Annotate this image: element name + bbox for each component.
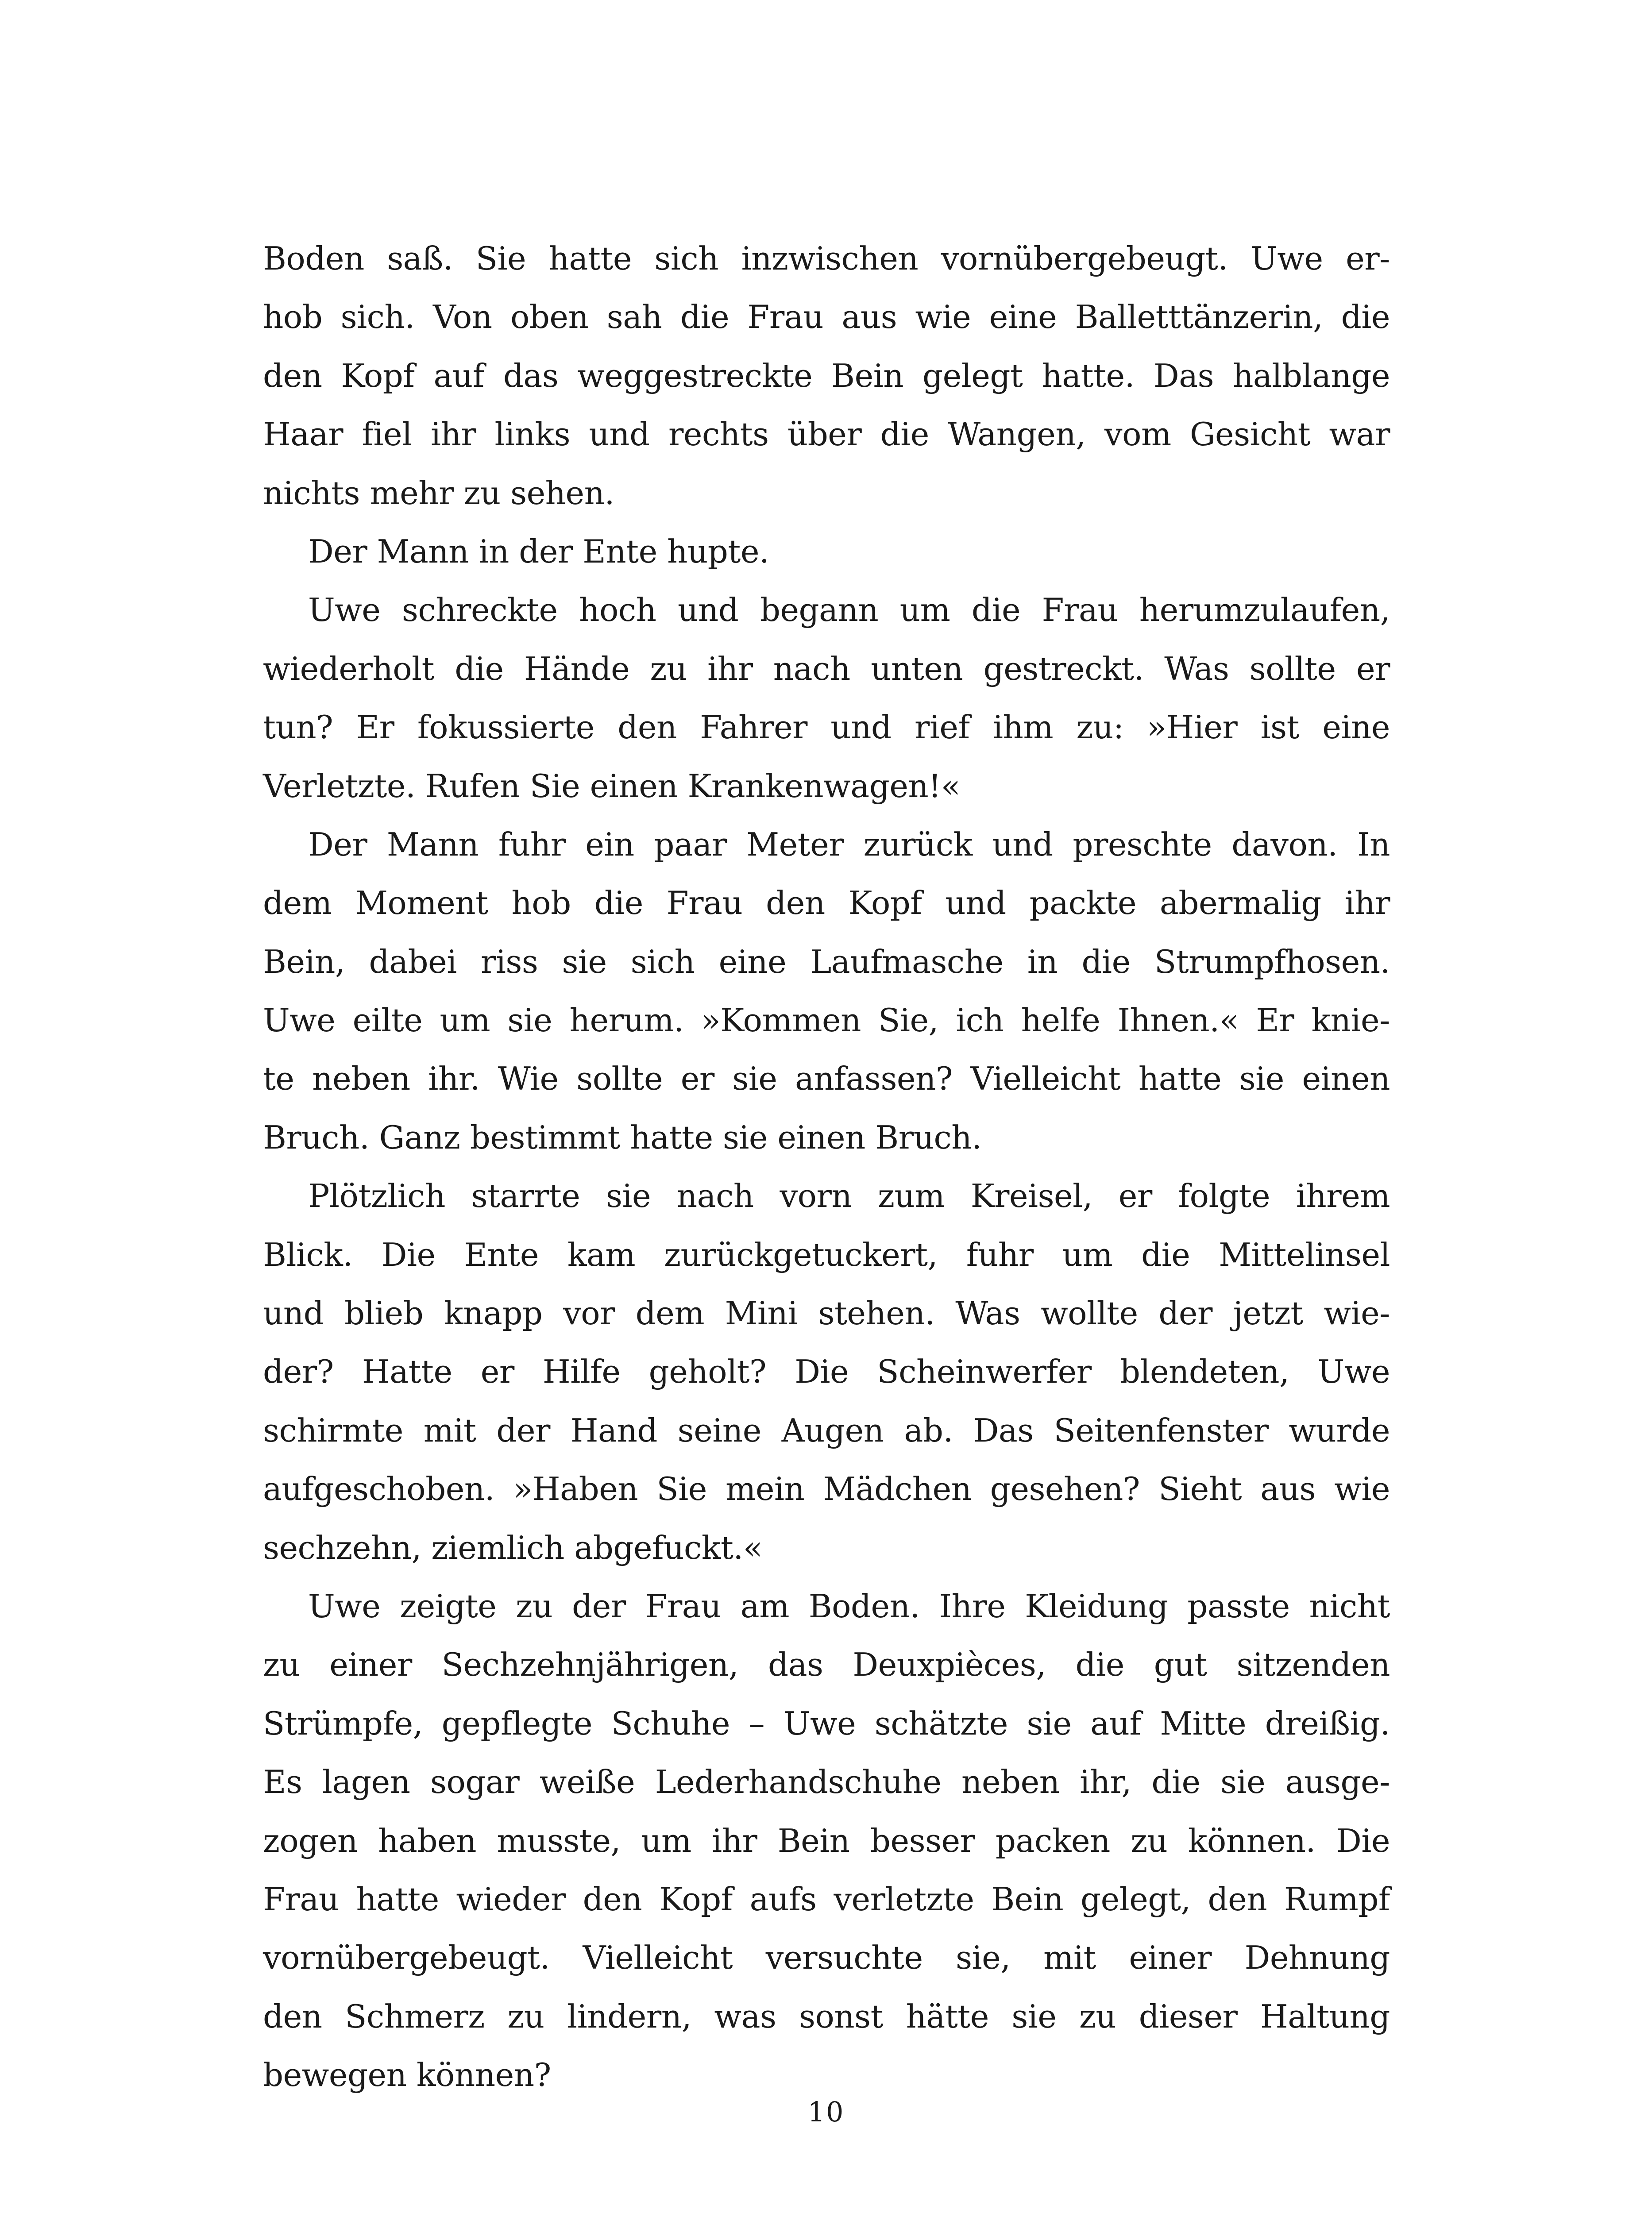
text-line: Verletzte. Rufen Sie einen Krankenwagen!«	[263, 767, 961, 805]
text-line: Bruch. Ganz bestimmt hatte sie einen Bruch.	[263, 1118, 982, 1156]
text-line: Boden saß. Sie hatte sich inzwischen vornübergebeugt. Uwe er-	[263, 240, 1390, 277]
text-line: zogen haben musste, um ihr Bein besser packen zu können. Die	[263, 1822, 1390, 1859]
text-line: Strümpfe, gepflegte Schuhe – Uwe schätzte sie auf Mitte dreißig.	[263, 1704, 1390, 1742]
paragraph	[263, 1577, 1390, 2105]
text-line: den Kopf auf das weggestreckte Bein gelegt hatte. Das halblange	[263, 357, 1390, 394]
text-line: Uwe schreckte hoch und begann um die Frau herumzulaufen,	[308, 591, 1390, 629]
text-line: zu einer Sechzehnjährigen, das Deuxpièces, die gut sitzenden	[263, 1646, 1390, 1684]
body-text	[263, 229, 1390, 2105]
page-number: 10	[807, 2096, 845, 2128]
paragraph	[263, 581, 1390, 815]
text-line: und blieb knapp vor dem Mini stehen. Was wollte der jetzt wie-	[263, 1295, 1390, 1332]
text-line: bewegen können?	[263, 2056, 551, 2094]
text-line: Der Mann in der Ente hupte.	[308, 532, 769, 570]
text-line: Uwe zeigte zu der Frau am Boden. Ihre Kleidung passte nicht	[308, 1587, 1390, 1625]
text-line: Bein, dabei riss sie sich eine Laufmasche in die Strumpfhosen.	[263, 943, 1390, 980]
text-line: der? Hatte er Hilfe geholt? Die Scheinwerfer blendeten, Uwe	[263, 1353, 1390, 1391]
paragraph	[263, 1167, 1390, 1577]
text-line: hob sich. Von oben sah die Frau aus wie eine Balletttänzerin, die	[263, 298, 1390, 336]
text-line: schirmte mit der Hand seine Augen ab. Das Seitenfenster wurde	[263, 1411, 1390, 1449]
text-line: sechzehn, ziemlich abgefuckt.«	[263, 1529, 763, 1566]
text-line: dem Moment hob die Frau den Kopf und packte abermalig ihr	[263, 884, 1390, 922]
text-line: vornübergebeugt. Vielleicht versuchte sie, mit einer Dehnung	[263, 1939, 1390, 1977]
paragraph	[263, 229, 1390, 522]
text-line: aufgeschoben. »Haben Sie mein Mädchen gesehen? Sieht aus wie	[263, 1470, 1390, 1508]
text-line: nichts mehr zu sehen.	[263, 474, 614, 512]
text-line: Der Mann fuhr ein paar Meter zurück und preschte davon. In	[308, 825, 1390, 863]
text-line: te neben ihr. Wie sollte er sie anfassen? Vielleicht hatte sie einen	[263, 1060, 1390, 1098]
text-line: Blick. Die Ente kam zurückgetuckert, fuhr um die Mittelinsel	[263, 1236, 1390, 1273]
text-line: den Schmerz zu lindern, was sonst hätte sie zu dieser Haltung	[263, 1997, 1390, 2035]
text-line: wiederholt die Hände zu ihr nach unten gestreckt. Was sollte er	[263, 650, 1390, 687]
paragraph	[263, 522, 1390, 581]
text-line: Uwe eilte um sie herum. »Kommen Sie, ich helfe Ihnen.« Er knie-	[263, 1002, 1390, 1039]
text-line: Haar fiel ihr links und rechts über die Wangen, vom Gesicht war	[263, 416, 1390, 453]
paragraph	[263, 815, 1390, 1167]
text-line: Es lagen sogar weiße Lederhandschuhe neben ihr, die sie ausge-	[263, 1763, 1390, 1801]
text-line: tun? Er fokussierte den Fahrer und rief ihm zu: »Hier ist eine	[263, 709, 1390, 746]
text-line: Plötzlich starrte sie nach vorn zum Kreisel, er folgte ihrem	[308, 1177, 1390, 1215]
text-line: Frau hatte wieder den Kopf aufs verletzte Bein gelegt, den Rumpf	[263, 1880, 1390, 1918]
